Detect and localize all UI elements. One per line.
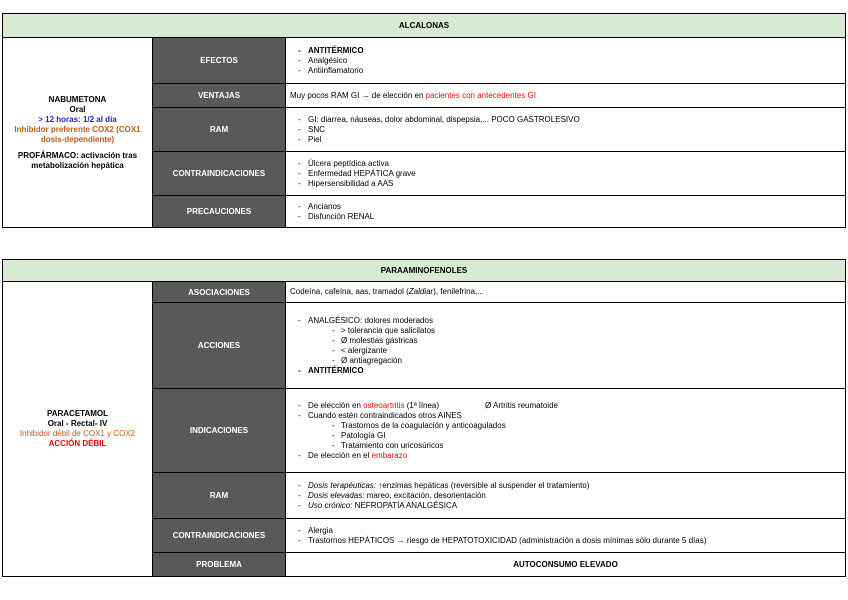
content-asociaciones: [286, 282, 846, 303]
ram-item-text: ↑enzimas hepáticas (reversible al suspender el tratamiento): [376, 480, 590, 490]
indicaciones-first-aside: Ø Artritis reumatoide: [485, 400, 558, 410]
content-acciones: [286, 303, 846, 389]
ram-item-label: Uso crónico:: [308, 500, 353, 510]
list-item: [286, 491, 845, 501]
drug-name: PARACETAMOL: [46, 409, 109, 418]
drug-mechanism-line2: dosis-dependiente): [40, 134, 115, 144]
label-acciones: ACCIONES: [153, 303, 286, 389]
drug-dosing: > 12 horas: 1/2 al día: [38, 114, 117, 124]
indicaciones-first-text: De elección en: [308, 400, 364, 410]
ram-item-label: Dosis terapéuticas:: [308, 480, 377, 490]
list-item: [286, 501, 845, 511]
label-asociaciones: ASOCIACIONES: [153, 282, 286, 303]
list-item: [286, 481, 845, 491]
indicaciones-first-highlight: osteoartritis: [363, 400, 405, 410]
indicaciones-last-text: De elección en el: [308, 450, 372, 460]
list-item: - Cuando estén contraindicados otros AINES: [286, 411, 845, 421]
label-contraindicaciones: CONTRAINDICACIONES: [153, 519, 286, 553]
label-ventajas: VENTAJAS: [153, 84, 286, 108]
alcalonas-table: [2, 13, 846, 228]
label-indicaciones: INDICACIONES: [153, 389, 286, 473]
list-item: - Analgésico: [286, 56, 845, 66]
asociaciones-text-b: ), fenilefrina,...: [433, 287, 484, 296]
paraaminofenoles-table: [2, 259, 846, 577]
drug-info-nabumetona: [3, 38, 153, 228]
list-subitem: - > tolerancia que salicilatos: [286, 326, 845, 336]
section-title: PARAAMINOFENOLES: [3, 260, 846, 282]
indicaciones-last-highlight: embarazo: [371, 450, 408, 460]
ram-item-text: NEFROPATÍA ANALGÉSICA: [352, 500, 458, 510]
drug-route: Oral: [69, 104, 86, 114]
drug-weak-action: ACCIÓN DÉBIL: [48, 439, 107, 448]
list-subitem: - Trastornos de la coagulación y anticoagulados: [286, 421, 845, 431]
content-precauciones: [286, 196, 846, 228]
label-problema: PROBLEMA: [153, 553, 286, 577]
content-ventajas: [286, 84, 846, 108]
section-title: ALCALONAS: [3, 14, 846, 38]
content-ram: [286, 473, 846, 519]
drug-mechanism-line1: Inhibidor preferente COX2 (COX1: [14, 124, 141, 134]
indicaciones-first-suffix: (1ª línea): [404, 400, 440, 410]
list-item: - Trastornos HEPÁTICOS → riesgo de HEPATOTOXICIDAD (administración a dosis mínimas sólo durante 5 días): [286, 536, 845, 546]
ram-item-label: Dosis elevadas:: [308, 490, 365, 500]
list-subitem: - Ø antiagregación: [286, 356, 845, 366]
label-ram: RAM: [153, 473, 286, 519]
label-contraindicaciones: CONTRAINDICACIONES: [153, 152, 286, 196]
list-item: - ANTITÉRMICO: [286, 366, 845, 376]
ram-item-text: mareo, excitación, desorientación: [364, 490, 486, 500]
content-efectos: [286, 38, 846, 84]
content-indicaciones: [286, 389, 846, 473]
list-item: - Antiinflamatorio: [286, 66, 845, 76]
list-item: - Disfunción RENAL: [286, 212, 845, 222]
list-item: - Hipersensibilidad a AAS: [286, 179, 845, 189]
content-ram: [286, 108, 846, 152]
list-item: - SNC: [286, 125, 845, 135]
label-ram: RAM: [153, 108, 286, 152]
list-subitem: - Patología GI: [286, 431, 845, 441]
content-problema: AUTOCONSUMO ELEVADO: [286, 553, 846, 577]
list-item: - Úlcera peptídica activa: [286, 159, 845, 169]
label-precauciones: PRECAUCIONES: [153, 196, 286, 228]
list-item: - Piel: [286, 135, 845, 145]
drug-mechanism: Inhibidor débil de COX1 y COX2: [19, 429, 136, 438]
list-item: - Enfermedad HEPÁTICA grave: [286, 169, 845, 179]
drug-prodrug-line1: PROFÁRMACO: activación tras: [17, 150, 138, 160]
label-efectos: EFECTOS: [153, 38, 286, 84]
list-item: - Alergia: [286, 526, 845, 536]
asociaciones-italic: Zaldiar: [408, 287, 434, 296]
list-item: [286, 401, 845, 411]
list-item: - GI: diarrea, náuseas, dolor abdominal, dispepsia,... POCO GASTROLESIVO: [286, 115, 845, 125]
list-item: - ANALGÉSICO: dolores moderados: [286, 316, 845, 326]
list-item: [286, 451, 845, 461]
ventajas-text: Muy pocos RAM GI → de elección en: [290, 90, 426, 100]
list-item: - ANTITÉRMICO: [286, 46, 845, 56]
drug-name: NABUMETONA: [48, 94, 107, 104]
list-item: - Ancianos: [286, 202, 845, 212]
list-subitem: - < alergizante: [286, 346, 845, 356]
list-subitem: - Tratamiento con uricosúricos: [286, 441, 845, 451]
drug-prodrug-line2: metabolización hepática: [31, 160, 124, 170]
ventajas-highlight: pacientes con antecedentes GI: [425, 90, 536, 100]
content-contraindicaciones: [286, 152, 846, 196]
drug-route: Oral - Rectal- IV: [47, 419, 108, 428]
content-contraindicaciones: [286, 519, 846, 553]
asociaciones-text-a: Codeína, cafeína, aas, tramadol (: [290, 287, 409, 296]
drug-info-paracetamol: [3, 282, 153, 577]
list-subitem: - Ø molestias gástricas: [286, 336, 845, 346]
